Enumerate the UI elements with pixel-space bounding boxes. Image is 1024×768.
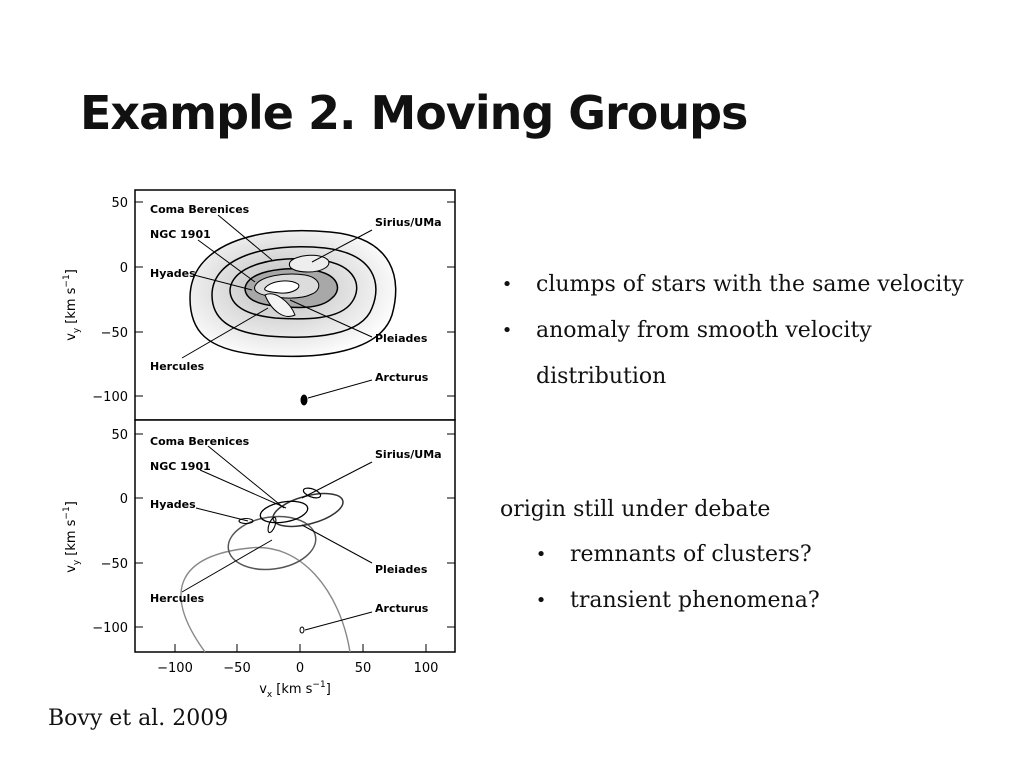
top-y-axis-label: $v_y[km$ $s^{-1}$]: [62, 269, 82, 341]
bottom-y-tick: −100: [92, 621, 128, 636]
bullet-text: clumps of stars with the same velocity: [536, 272, 964, 297]
bottom-y-axis-label: $v_y[km$ $s^{-1}$]: [62, 501, 82, 573]
x-tick: −100: [157, 661, 193, 676]
label-hyades: Hyades: [150, 498, 196, 511]
label-ngc-1901: NGC 1901: [150, 460, 211, 473]
label-coma-berenices: Coma Berenices: [150, 203, 250, 216]
x-axis-label: $v_x$ [km $s^{-1}$]: [259, 680, 331, 700]
origin-heading: origin still under debate: [500, 497, 771, 522]
x-tick: 100: [413, 661, 439, 676]
top-panel-y-tick-labels: [92, 196, 128, 405]
label-ngc-1901: NGC 1901: [150, 228, 211, 241]
x-tick-labels: [157, 661, 438, 676]
bottom-y-tick: 0: [119, 492, 128, 507]
label-arcturus: Arcturus: [375, 371, 429, 384]
main-bullet-list: [500, 262, 1000, 400]
label-pleiades: Pleiades: [375, 332, 428, 345]
top-y-tick: 0: [119, 261, 128, 276]
bottom-panel-y-tick-labels: [92, 428, 128, 636]
label-pleiades: Pleiades: [375, 563, 428, 576]
x-tick: 0: [295, 661, 305, 676]
label-coma-berenices: Coma Berenices: [150, 435, 250, 448]
citation: Bovy et al. 2009: [48, 706, 229, 731]
bottom-y-tick: −50: [100, 557, 128, 572]
top-y-tick: −50: [100, 326, 128, 341]
label-arcturus: Arcturus: [375, 602, 429, 615]
slide-title: Example 2. Moving Groups: [80, 86, 748, 140]
x-tick: 50: [354, 661, 372, 676]
velocity-distribution-figure: [40, 180, 470, 710]
bullet-icon: •: [501, 320, 513, 341]
bullet-icon: •: [535, 544, 547, 565]
x-tick: −50: [223, 661, 251, 676]
bullet-item: [500, 308, 1000, 400]
bullet-icon: •: [535, 590, 547, 611]
label-sirius-uma: Sirius/UMa: [375, 216, 442, 229]
bullet-item: [500, 262, 1000, 308]
bullet-text: anomaly from smooth velocity distribution: [536, 318, 872, 389]
top-y-tick: −100: [92, 390, 128, 405]
origin-section: [500, 488, 1000, 624]
sub-bullet-item: [534, 532, 1000, 578]
label-hyades: Hyades: [150, 267, 196, 280]
label-hercules: Hercules: [150, 592, 205, 605]
top-y-tick: 50: [111, 196, 128, 211]
label-hercules: Hercules: [150, 360, 205, 373]
bullet-text: remnants of clusters?: [570, 542, 812, 567]
bullet-icon: •: [501, 274, 513, 295]
bullet-text: transient phenomena?: [570, 588, 820, 613]
label-sirius-uma: Sirius/UMa: [375, 448, 442, 461]
sub-bullet-item: [534, 578, 1000, 624]
bottom-y-tick: 50: [111, 428, 128, 443]
